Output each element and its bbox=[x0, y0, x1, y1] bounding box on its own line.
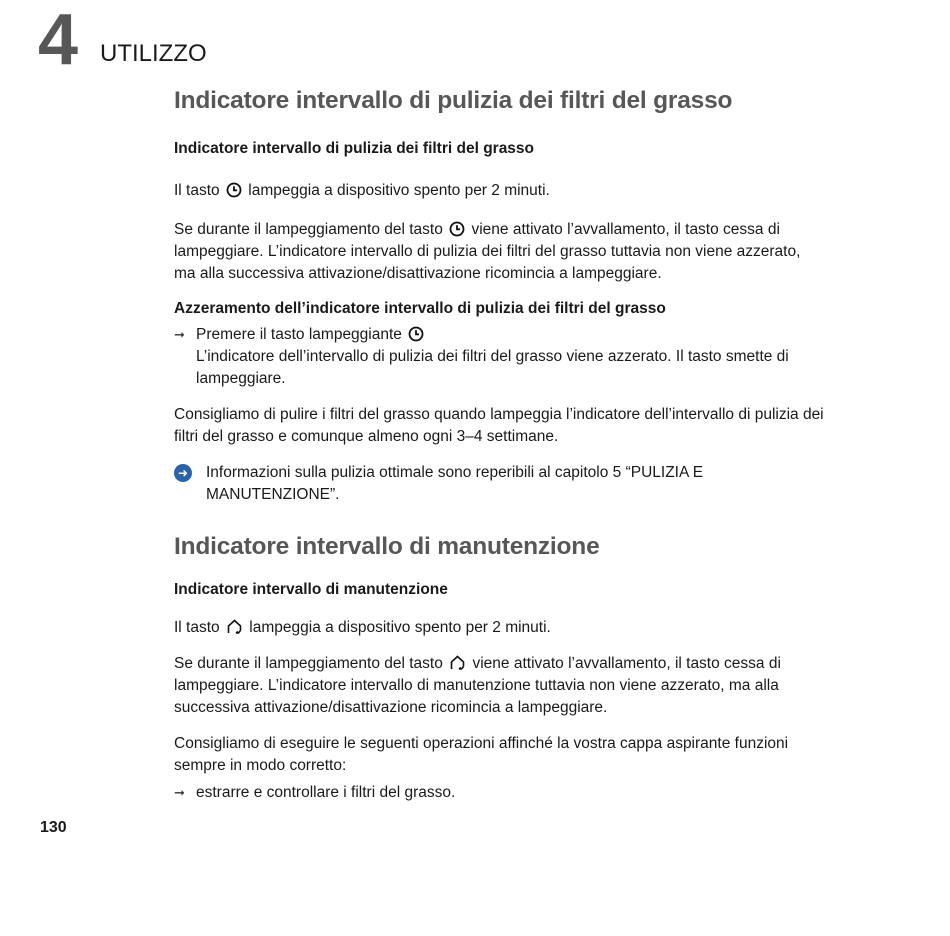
chapter-number: 4 bbox=[38, 0, 78, 80]
page-content bbox=[174, 86, 824, 804]
chapter-title: UTILIZZO bbox=[100, 40, 207, 67]
clock-icon bbox=[449, 221, 465, 237]
arrow-right-icon: ➞ bbox=[174, 785, 185, 801]
section-title-grease-filter: Indicatore intervallo di pulizia dei filtri del grasso bbox=[174, 87, 733, 114]
arrow-right-icon: ➞ bbox=[174, 326, 185, 342]
paragraph-grease-blink: Il tasto lampeggia a dispositivo spento per 2 minuti. bbox=[174, 181, 550, 199]
paragraph-grease-activation: Se durante il lampeggiamento del tasto viene attivato l’avvallamento, il tasto cessa di lampeggiare. L’indicatore intervallo di pulizia dei filtri del grasso tuttavia non viene azzerato, ma alla successiva attivazione/disattivazione ricomincia a lampeggiare. bbox=[174, 220, 801, 282]
step-result: L’indicatore dell’intervallo di pulizia dei filtri del grasso viene azzerato. Il tasto smette di lampeggiare. bbox=[196, 347, 789, 387]
paragraph-maintenance-activation: Se durante il lampeggiamento del tasto viene attivato l’avvallamento, il tasto cessa di lampeggiare. L’indicatore intervallo di manutenzione tuttavia non viene azzerato, ma alla successiva attivazione/disattivazione ricomincia a lampeggiare. bbox=[174, 655, 781, 717]
paragraph-maintenance-blink: Il tasto lampeggia a dispositivo spento per 2 minuti. bbox=[174, 619, 551, 637]
subheading-grease-filter: Indicatore intervallo di pulizia dei filtri del grasso bbox=[174, 140, 535, 158]
clock-icon bbox=[408, 326, 424, 342]
step-extract-filters: ➞ estrarre e controllare i filtri del grasso. bbox=[174, 782, 824, 804]
info-arrow-icon: ➜ bbox=[174, 464, 192, 482]
service-house-icon bbox=[226, 618, 243, 635]
paragraph-grease-advice: Consigliamo di pulire i filtri del grasso quando lampeggia l’indicatore dell’intervallo di pulizia dei filtri del grasso e comunque almeno ogni 3–4 settimane. bbox=[174, 405, 824, 445]
section-title-maintenance: Indicatore intervallo di manutenzione bbox=[174, 532, 600, 560]
clock-icon bbox=[226, 182, 242, 198]
page-number: 130 bbox=[40, 819, 67, 836]
step-press-button: ➞ Premere il tasto lampeggiante L’indicatore dell’intervallo di pulizia dei filtri del grasso viene azzerato. Il tasto smette di lampeggiare. bbox=[174, 324, 824, 390]
info-note: ➜ Informazioni sulla pulizia ottimale sono reperibili al capitolo 5 “PULIZIA E MANUTENZIONE”. bbox=[174, 462, 824, 506]
subheading-grease-reset: Azzeramento dell’indicatore intervallo di pulizia dei filtri del grasso bbox=[174, 299, 666, 317]
subheading-maintenance: Indicatore intervallo di manutenzione bbox=[174, 581, 448, 599]
service-house-icon bbox=[449, 654, 466, 671]
paragraph-maintenance-advice: Consigliamo di eseguire le seguenti operazioni affinché la vostra cappa aspirante funzioni sempre in modo corretto: bbox=[174, 735, 789, 775]
